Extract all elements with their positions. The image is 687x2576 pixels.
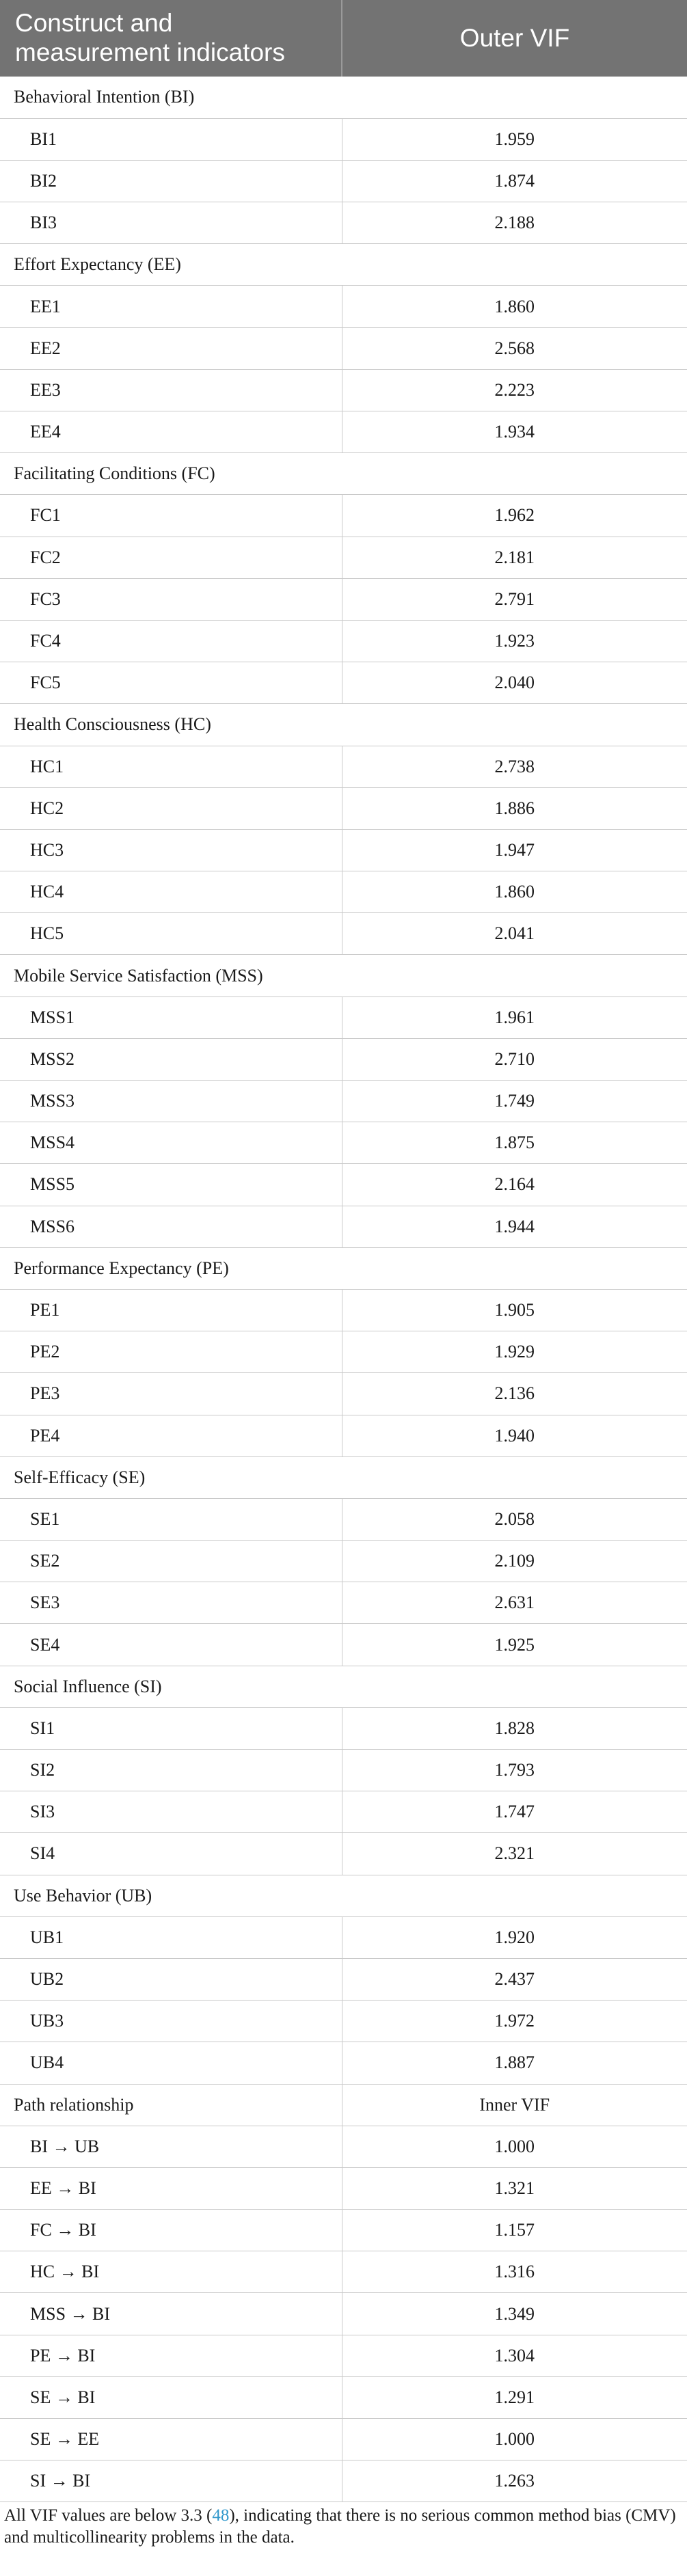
indicator-label: SI2 — [0, 1750, 342, 1791]
table-row — [0, 495, 687, 537]
path-row — [0, 2167, 687, 2209]
table-row — [0, 1415, 687, 1456]
outer-vif-value: 1.923 — [342, 620, 687, 662]
path-label: PE → BI — [0, 2335, 342, 2376]
reference-link[interactable]: 48 — [212, 2506, 230, 2525]
table-body — [0, 77, 687, 2502]
table-row — [0, 1038, 687, 1080]
construct-section-row — [0, 244, 687, 286]
outer-vif-value: 1.947 — [342, 829, 687, 871]
construct-title: Mobile Service Satisfaction (MSS) — [0, 955, 687, 996]
outer-vif-value: 2.164 — [342, 1164, 687, 1206]
inner-vif-value: 1.000 — [342, 2126, 687, 2167]
path-label: MSS → BI — [0, 2293, 342, 2335]
table-row — [0, 1081, 687, 1122]
construct-title: Use Behavior (UB) — [0, 1875, 687, 1916]
inner-vif-value: 1.000 — [342, 2419, 687, 2460]
indicator-label: BI3 — [0, 202, 342, 244]
path-row — [0, 2210, 687, 2251]
indicator-label: UB4 — [0, 2042, 342, 2084]
inner-vif-value: 1.321 — [342, 2167, 687, 2209]
table-row — [0, 202, 687, 244]
table-row — [0, 1206, 687, 1247]
inner-vif-label: Inner VIF — [342, 2084, 687, 2126]
outer-vif-value: 1.929 — [342, 1331, 687, 1373]
construct-title: Facilitating Conditions (FC) — [0, 453, 687, 495]
table-row — [0, 1624, 687, 1666]
indicator-label: SE1 — [0, 1498, 342, 1540]
indicator-label: HC5 — [0, 913, 342, 955]
path-label: BI → UB — [0, 2126, 342, 2167]
indicator-label: FC4 — [0, 620, 342, 662]
path-label: FC → BI — [0, 2210, 342, 2251]
outer-vif-value: 1.860 — [342, 286, 687, 327]
table-row — [0, 1791, 687, 1833]
table-row — [0, 1958, 687, 2000]
outer-vif-value: 2.791 — [342, 578, 687, 620]
indicator-label: UB2 — [0, 1958, 342, 2000]
table-row — [0, 829, 687, 871]
footnote-text-end: ), indicating that there is no serious common method bias (CMV) and multicollinearity problems in the data. — [4, 2506, 676, 2547]
outer-vif-value: 1.925 — [342, 1624, 687, 1666]
table-row — [0, 1833, 687, 1875]
indicator-label: HC3 — [0, 829, 342, 871]
indicator-label: HC2 — [0, 787, 342, 829]
indicator-label: SE2 — [0, 1541, 342, 1582]
indicator-label: SE3 — [0, 1582, 342, 1624]
indicator-label: MSS1 — [0, 996, 342, 1038]
table-row — [0, 327, 687, 369]
table-row — [0, 662, 687, 704]
construct-title: Health Consciousness (HC) — [0, 704, 687, 746]
outer-vif-value: 1.920 — [342, 1916, 687, 1958]
outer-vif-value: 2.631 — [342, 1582, 687, 1624]
path-relationship-header-row — [0, 2084, 687, 2126]
indicator-label: PE4 — [0, 1415, 342, 1456]
outer-vif-value: 1.905 — [342, 1289, 687, 1331]
table-row — [0, 1707, 687, 1749]
indicator-label: SI1 — [0, 1707, 342, 1749]
inner-vif-value: 1.157 — [342, 2210, 687, 2251]
outer-vif-value: 2.321 — [342, 1833, 687, 1875]
construct-section-row — [0, 955, 687, 996]
indicator-label: UB1 — [0, 1916, 342, 1958]
construct-section-row — [0, 77, 687, 118]
table-row — [0, 286, 687, 327]
table-row — [0, 913, 687, 955]
indicator-label: FC2 — [0, 537, 342, 578]
inner-vif-value: 1.316 — [342, 2251, 687, 2293]
indicator-label: EE2 — [0, 327, 342, 369]
path-row — [0, 2293, 687, 2335]
outer-vif-value: 1.875 — [342, 1122, 687, 1164]
indicator-label: BI1 — [0, 118, 342, 160]
path-row — [0, 2419, 687, 2460]
path-row — [0, 2251, 687, 2293]
construct-section-row — [0, 1247, 687, 1289]
table-row — [0, 996, 687, 1038]
indicator-label: SI4 — [0, 1833, 342, 1875]
table-row — [0, 2042, 687, 2084]
table-row — [0, 787, 687, 829]
outer-vif-value: 1.886 — [342, 787, 687, 829]
construct-section-row — [0, 453, 687, 495]
indicator-label: UB3 — [0, 2001, 342, 2042]
indicator-label: PE1 — [0, 1289, 342, 1331]
outer-vif-value: 1.860 — [342, 871, 687, 913]
indicator-label: MSS4 — [0, 1122, 342, 1164]
outer-vif-value: 1.874 — [342, 160, 687, 202]
table-row — [0, 118, 687, 160]
indicator-label: EE1 — [0, 286, 342, 327]
inner-vif-value: 1.349 — [342, 2293, 687, 2335]
table-row — [0, 1164, 687, 1206]
construct-title: Effort Expectancy (EE) — [0, 244, 687, 286]
indicator-label: EE4 — [0, 411, 342, 453]
table-row — [0, 411, 687, 453]
outer-vif-value: 1.749 — [342, 1081, 687, 1122]
table-row — [0, 1750, 687, 1791]
construct-column-header: Construct and measurement indicators — [0, 0, 342, 77]
indicator-label: PE2 — [0, 1331, 342, 1373]
outer-vif-value: 1.962 — [342, 495, 687, 537]
outer-vif-value: 1.940 — [342, 1415, 687, 1456]
table-row — [0, 1289, 687, 1331]
table-row — [0, 1916, 687, 1958]
construct-section-row — [0, 1456, 687, 1498]
table-row — [0, 871, 687, 913]
indicator-label: MSS6 — [0, 1206, 342, 1247]
table-row — [0, 160, 687, 202]
table-row — [0, 537, 687, 578]
outer-vif-value: 2.109 — [342, 1541, 687, 1582]
indicator-label: HC4 — [0, 871, 342, 913]
outer-vif-value: 2.710 — [342, 1038, 687, 1080]
table-row — [0, 1122, 687, 1164]
construct-section-row — [0, 1666, 687, 1707]
outer-vif-value: 1.747 — [342, 1791, 687, 1833]
indicator-label: SE4 — [0, 1624, 342, 1666]
outer-vif-value: 2.058 — [342, 1498, 687, 1540]
table-row — [0, 369, 687, 411]
outer-vif-value: 2.041 — [342, 913, 687, 955]
indicator-label: FC5 — [0, 662, 342, 704]
outer-vif-value: 1.972 — [342, 2001, 687, 2042]
indicator-label: MSS2 — [0, 1038, 342, 1080]
outer-vif-value: 2.738 — [342, 746, 687, 787]
indicator-label: MSS3 — [0, 1081, 342, 1122]
construct-title: Social Influence (SI) — [0, 1666, 687, 1707]
indicator-label: FC1 — [0, 495, 342, 537]
path-label: HC → BI — [0, 2251, 342, 2293]
indicator-label: HC1 — [0, 746, 342, 787]
outer-vif-value: 1.828 — [342, 1707, 687, 1749]
construct-title: Behavioral Intention (BI) — [0, 77, 687, 118]
outer-vif-value: 2.136 — [342, 1373, 687, 1415]
construct-title: Performance Expectancy (PE) — [0, 1247, 687, 1289]
table-row — [0, 746, 687, 787]
construct-section-row — [0, 1875, 687, 1916]
path-row — [0, 2126, 687, 2167]
path-label: SE → BI — [0, 2376, 342, 2418]
outer-vif-value: 2.181 — [342, 537, 687, 578]
table-header-row — [0, 0, 687, 77]
inner-vif-value: 1.263 — [342, 2460, 687, 2502]
outer-vif-value: 2.437 — [342, 1958, 687, 2000]
path-relationship-label: Path relationship — [0, 2084, 342, 2126]
indicator-label: SI3 — [0, 1791, 342, 1833]
inner-vif-value: 1.304 — [342, 2335, 687, 2376]
indicator-label: BI2 — [0, 160, 342, 202]
table-footnote — [0, 2502, 687, 2548]
outer-vif-value: 1.887 — [342, 2042, 687, 2084]
path-label: SI → BI — [0, 2460, 342, 2502]
path-label: EE → BI — [0, 2167, 342, 2209]
outer-vif-value: 1.793 — [342, 1750, 687, 1791]
table-row — [0, 578, 687, 620]
construct-section-row — [0, 704, 687, 746]
outer-vif-value: 2.568 — [342, 327, 687, 369]
outer-vif-value: 2.040 — [342, 662, 687, 704]
table-row — [0, 1582, 687, 1624]
path-row — [0, 2376, 687, 2418]
indicator-label: FC3 — [0, 578, 342, 620]
inner-vif-value: 1.291 — [342, 2376, 687, 2418]
path-row — [0, 2460, 687, 2502]
outer-vif-value: 1.959 — [342, 118, 687, 160]
table-row — [0, 1331, 687, 1373]
outer-vif-value: 1.934 — [342, 411, 687, 453]
path-row — [0, 2335, 687, 2376]
outer-vif-column-header: Outer VIF — [342, 0, 687, 77]
table-row — [0, 1541, 687, 1582]
indicator-label: PE3 — [0, 1373, 342, 1415]
outer-vif-value: 1.944 — [342, 1206, 687, 1247]
table-row — [0, 2001, 687, 2042]
footnote-text-start: All VIF values are below 3.3 ( — [4, 2506, 213, 2525]
path-label: SE → EE — [0, 2419, 342, 2460]
table-row — [0, 1373, 687, 1415]
outer-vif-value: 1.961 — [342, 996, 687, 1038]
indicator-label: EE3 — [0, 369, 342, 411]
outer-vif-value: 2.188 — [342, 202, 687, 244]
table-row — [0, 620, 687, 662]
indicator-label: MSS5 — [0, 1164, 342, 1206]
table-row — [0, 1498, 687, 1540]
construct-title: Self-Efficacy (SE) — [0, 1456, 687, 1498]
outer-vif-value: 2.223 — [342, 369, 687, 411]
